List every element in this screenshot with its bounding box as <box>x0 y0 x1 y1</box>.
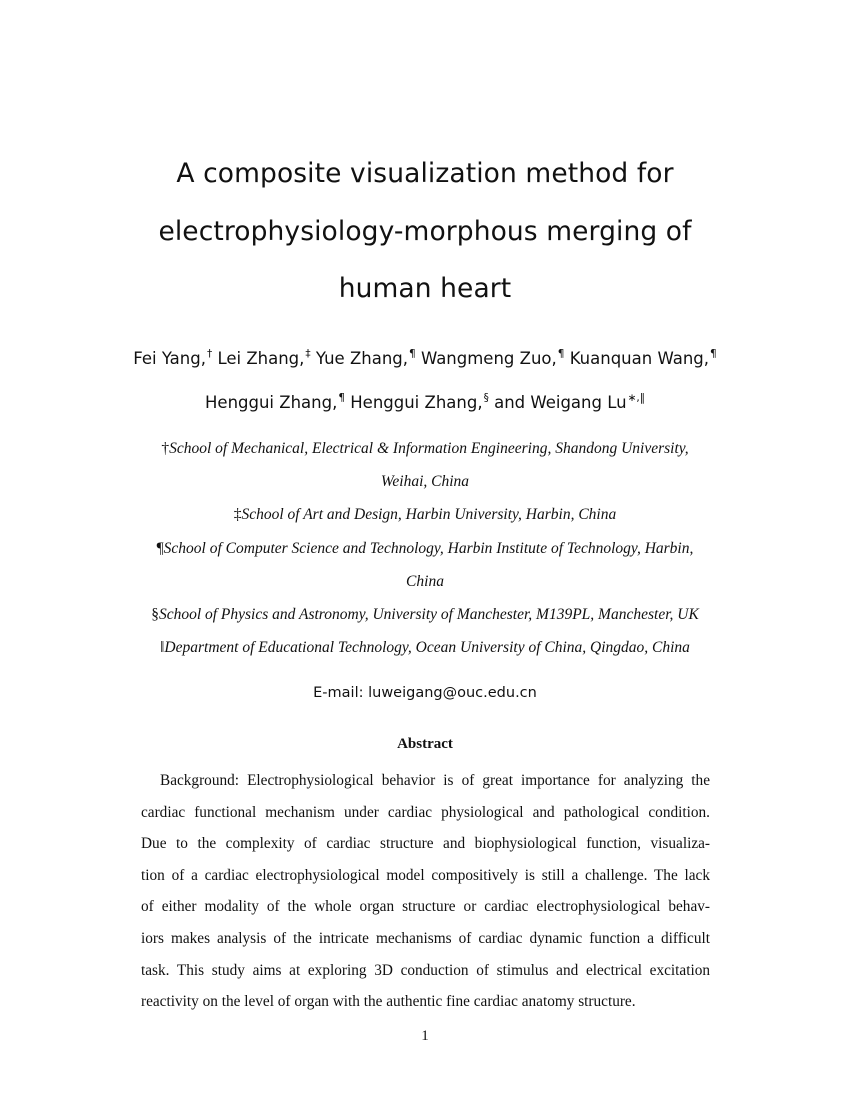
paper-title <box>0 145 850 318</box>
author-name: Kuanquan Wang, <box>569 349 710 368</box>
affiliation-hit <box>0 532 850 565</box>
title-line: electrophysiology-morphous merging of <box>158 215 692 247</box>
affiliation-mark: ‡ <box>233 506 242 524</box>
affiliation-mark: § <box>151 606 159 624</box>
author-mark: § <box>483 392 489 404</box>
abstract-line: of either modality of the whole organ structure or cardiac electrophysiological behav- <box>141 898 710 916</box>
author-line-1 <box>0 338 850 382</box>
affiliation-text: School of Mechanical, Electrical & Information Engineering, Shandong University, <box>169 440 689 457</box>
affiliation-text: School of Computer Science and Technology, Harbin Institute of Technology, Harbin, <box>163 539 694 557</box>
abstract-body <box>141 765 710 1018</box>
affiliation-mark: ‖ <box>160 639 165 657</box>
abstract-line: task. This study aims at exploring 3D conduction of stimulus and electrical excitation <box>141 961 710 979</box>
author-mark: ¶ <box>409 348 416 360</box>
author-mark: ¶ <box>557 348 565 360</box>
abstract-heading: Abstract <box>397 736 453 752</box>
title-line: human heart <box>338 273 512 304</box>
author-mark: ∗,‖ <box>627 392 645 404</box>
affiliation-text: School of Art and Design, Harbin University, Harbin, China <box>241 506 617 524</box>
affiliation-text: Department of Educational Technology, Ocean University of China, Qingdao, China <box>164 639 690 657</box>
abstract-line: cardiac functional mechanism under cardiac physiological and pathological condition. <box>141 803 710 821</box>
affiliation-manchester <box>0 598 850 631</box>
author-mark: ¶ <box>710 348 717 360</box>
affiliation-shandong <box>0 432 850 465</box>
title-line: A composite visualization method for <box>176 158 674 189</box>
author-mark: † <box>206 348 213 360</box>
page-number: 1 <box>421 1028 429 1044</box>
affiliation-harbin-university <box>0 498 850 531</box>
affiliation-shandong-cont: Weihai, China <box>380 473 470 491</box>
author-name: Henggui Zhang, <box>205 393 338 412</box>
contact-email: E-mail: luweigang@ouc.edu.cn <box>313 685 537 701</box>
author-name: Fei Yang, <box>133 349 206 368</box>
author-name: Wangmeng Zuo, <box>420 349 557 368</box>
affiliation-list <box>0 432 850 664</box>
author-name: and Weigang Lu <box>494 393 627 412</box>
affiliation-hit-cont: China <box>406 572 444 590</box>
abstract-line: iors makes analysis of the intricate mechanisms of cardiac dynamic function a difficult <box>141 929 710 947</box>
author-name: Henggui Zhang, <box>350 393 483 412</box>
author-mark: ¶ <box>338 392 346 404</box>
affiliation-mark: ¶ <box>156 539 164 557</box>
abstract-line: tion of a cardiac electrophysiological model compositively is still a challenge. The lack <box>141 866 710 884</box>
abstract-line: reactivity on the level of organ with the authentic fine cardiac anatomy structure. <box>141 993 636 1011</box>
author-mark: ‡ <box>305 348 311 360</box>
affiliation-text: School of Physics and Astronomy, University of Manchester, M139PL, Manchester, UK <box>158 606 699 624</box>
author-line-2 <box>0 382 850 426</box>
abstract-line: Background: Electrophysiological behavior is of great importance for analyzing the <box>160 772 710 789</box>
author-name: Yue Zhang, <box>315 349 408 368</box>
abstract-line: Due to the complexity of cardiac structure and biophysiological function, visualiza- <box>141 835 710 853</box>
author-name: Lei Zhang, <box>217 349 305 368</box>
author-list <box>0 338 850 426</box>
affiliation-ocean-university <box>0 631 850 664</box>
affiliation-mark: † <box>161 440 170 457</box>
